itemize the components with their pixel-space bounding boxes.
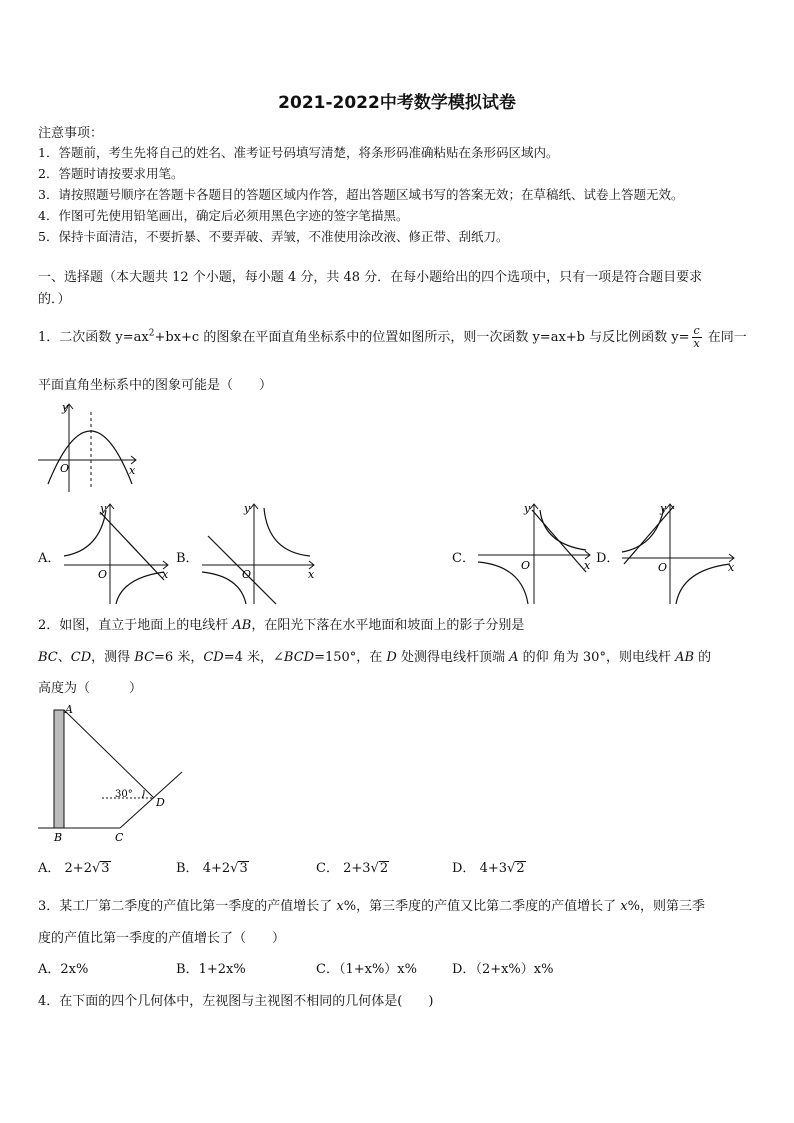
note-item: 3．请按照题号顺序在答题卡各题目的答题区域内作答，超出答题区域书写的答案无效；在草稿纸、试卷上答题无效。 xyxy=(38,187,684,202)
axis-y-label: y xyxy=(100,502,107,515)
axis-y-label: y xyxy=(524,502,531,515)
q3-option-c[interactable]: C．（1+x%）x% xyxy=(316,962,417,977)
q1-option-d-label[interactable]: D． xyxy=(596,551,620,566)
origin-label: O xyxy=(98,568,108,581)
q3-option-d[interactable]: D．（2+x%）x% xyxy=(452,962,554,977)
question-3-text: 3．某工厂第二季度的产值比第一季度的产值增长了 x%，第三季度的产值又比第二季度的产值增长了 x%，则第三季 xyxy=(38,899,705,914)
q1-option-a-label[interactable]: A． xyxy=(38,551,61,566)
question-2-text-cont2: 高度为（ ） xyxy=(38,681,143,696)
point-b-label: B xyxy=(54,831,63,844)
section-heading: 一、选择题（本大题共 12 个小题，每小题 4 分，共 48 分．在每小题给出的四个选项中，只有一项是符合题目要求 xyxy=(38,270,703,285)
q2-option-d[interactable]: D． 4+3√2 xyxy=(452,861,525,876)
q1-option-a-graph[interactable] xyxy=(60,500,172,608)
axis-y-label: y xyxy=(244,502,251,515)
section-heading-cont: 的．） xyxy=(38,292,71,307)
q3-option-b[interactable]: B．1+2x% xyxy=(176,962,246,977)
axis-x-label: x xyxy=(728,561,735,574)
note-item: 5．保持卡面清洁，不要折暴、不要弄破、弄皱，不准使用涂改液、修正带、刮纸刀。 xyxy=(38,229,509,244)
axis-x-label: x xyxy=(584,559,591,572)
question-3-text-cont: 度的产值比第一季度的产值增长了（ ） xyxy=(38,931,286,946)
q1-option-c-label[interactable]: C． xyxy=(452,551,475,566)
note-item: 2．答题时请按要求用笔。 xyxy=(38,166,184,181)
axis-x-label: x xyxy=(308,568,315,581)
notes-heading: 注意事项： xyxy=(38,126,104,141)
question-2-text: 2．如图，直立于地面上的电线杆 AB，在阳光下落在水平地面和坡面上的影子分别是 xyxy=(38,618,525,633)
origin-label: O xyxy=(242,568,252,581)
axis-x-label: x xyxy=(162,568,169,581)
point-c-label: C xyxy=(115,831,124,844)
question-1-text-cont: 平面直角坐标系中的图象可能是（ ） xyxy=(38,378,273,393)
q2-pole-figure xyxy=(36,700,196,848)
angle-label: 30° xyxy=(115,789,133,800)
q2-option-a[interactable]: A． 2+2√3 xyxy=(38,861,110,876)
exam-title: 2021-2022中考数学模拟试卷 xyxy=(278,93,516,113)
fraction-c-over-x: $\frac{c}{x}$ xyxy=(693,324,700,350)
q2-option-c[interactable]: C． 2+3√2 xyxy=(316,861,389,876)
question-2-text-cont: BC、CD，测得 BC=6 米，CD=4 米，∠BCD=150°，在 D 处测得电线杆顶端 A 的仰 角为 30°，则电线杆 AB 的 xyxy=(38,650,712,665)
q1-option-b-graph[interactable] xyxy=(198,500,318,608)
q2-option-b[interactable]: B． 4+2√3 xyxy=(176,861,248,876)
origin-label: O xyxy=(60,462,70,475)
point-a-label: A xyxy=(65,703,73,716)
question-1-text: 1．二次函数 $y=ax^2+bx+c$ 的图象在平面直角坐标系中的位置如图所示，则一次函数 y=ax+b 与反比例函数 y= $\frac{c}{x}$ 在同一 xyxy=(38,324,747,350)
note-item: 1．答题前，考生先将自己的姓名、准考证号码填写清楚，将条形码准确粘贴在条形码区域内。 xyxy=(38,145,559,160)
axis-x-label: x xyxy=(129,464,136,477)
origin-label: O xyxy=(658,561,668,574)
axis-y-label: y xyxy=(62,401,69,414)
origin-label: O xyxy=(521,559,531,572)
question-4-text: 4．在下面的四个几何体中，左视图与主视图不相同的几何体是( ) xyxy=(38,994,434,1009)
axis-y-label: y xyxy=(660,502,667,515)
q1-option-b-label[interactable]: B． xyxy=(176,551,199,566)
q1-parabola-figure xyxy=(36,400,140,496)
q1-option-d-graph[interactable] xyxy=(618,500,738,608)
point-d-label: D xyxy=(156,796,165,809)
q3-option-a[interactable]: A．2x% xyxy=(38,962,89,977)
q1-option-c-graph[interactable] xyxy=(474,500,594,608)
note-item: 4．作图可先使用铅笔画出，确定后必须用黑色字迹的签字笔描黑。 xyxy=(38,208,409,223)
